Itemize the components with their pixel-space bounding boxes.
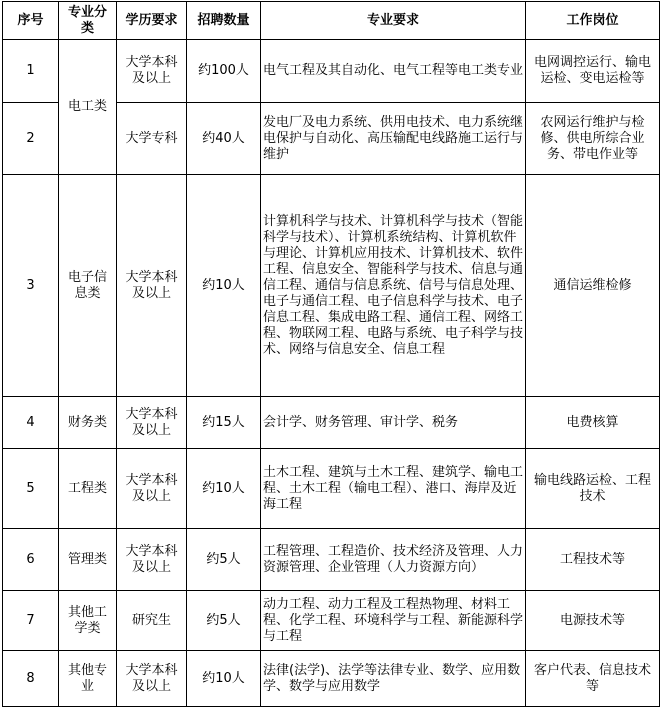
header-count: 招聘数量 xyxy=(187,2,261,40)
header-index: 序号 xyxy=(3,2,59,40)
row-education: 大学本科及以上 xyxy=(117,175,187,397)
row-category: 管理类 xyxy=(59,529,117,591)
row-position: 电源技术等 xyxy=(526,591,660,651)
row-count: 约100人 xyxy=(187,40,261,103)
row-education: 研究生 xyxy=(117,591,187,651)
table-row xyxy=(3,175,660,397)
row-index: 3 xyxy=(3,175,59,397)
header-row xyxy=(3,2,660,40)
row-count: 约15人 xyxy=(187,397,261,449)
row-position: 电费核算 xyxy=(526,397,660,449)
row-education: 大学本科及以上 xyxy=(117,529,187,591)
row-index: 5 xyxy=(3,449,59,529)
row-education: 大学本科及以上 xyxy=(117,651,187,707)
row-position: 输电线路运检、工程技术 xyxy=(526,449,660,529)
table-row xyxy=(3,449,660,529)
row-count: 约5人 xyxy=(187,591,261,651)
row-index: 6 xyxy=(3,529,59,591)
header-category: 专业分类 xyxy=(59,2,117,40)
row-position: 电网调控运行、输电运检、变电运检等 xyxy=(526,40,660,103)
row-count: 约40人 xyxy=(187,103,261,175)
row-major: 法律(法学)、法学等法律专业、数学、应用数学、数学与应用数学 xyxy=(261,651,526,707)
row-index: 4 xyxy=(3,397,59,449)
row-major: 电气工程及其自动化、电气工程等电工类专业 xyxy=(261,40,526,103)
table-row xyxy=(3,40,660,103)
row-index: 7 xyxy=(3,591,59,651)
row-count: 约10人 xyxy=(187,175,261,397)
row-index: 2 xyxy=(3,103,59,175)
row-major: 土木工程、建筑与土木工程、建筑学、输电工程、土木工程（输电工程）、港口、海岸及近海工程 xyxy=(261,449,526,529)
row-count: 约10人 xyxy=(187,651,261,707)
row-category: 其他工学类 xyxy=(59,591,117,651)
category-cell-electronic-info: 电子信息类 xyxy=(59,175,117,397)
header-position: 工作岗位 xyxy=(526,2,660,40)
row-major: 发电厂及电力系统、供用电技术、电力系统继电保护与自动化、高压输配电线路施工运行与维护 xyxy=(261,103,526,175)
table-row xyxy=(3,529,660,591)
row-major: 动力工程、动力工程及工程热物理、材料工程、化学工程、环境科学与工程、新能源科学与工程 xyxy=(261,591,526,651)
row-position: 客户代表、信息技术等 xyxy=(526,651,660,707)
row-position: 农网运行维护与检修、供电所综合业务、带电作业等 xyxy=(526,103,660,175)
header-education: 学历要求 xyxy=(117,2,187,40)
row-count: 约10人 xyxy=(187,449,261,529)
category-cell-electrical: 电工类 xyxy=(59,40,117,175)
row-major: 会计学、财务管理、审计学、税务 xyxy=(261,397,526,449)
table-row xyxy=(3,591,660,651)
row-index: 1 xyxy=(3,40,59,103)
row-count: 约5人 xyxy=(187,529,261,591)
row-education: 大学专科 xyxy=(117,103,187,175)
row-category: 其他专业 xyxy=(59,651,117,707)
recruitment-table xyxy=(2,1,660,707)
row-position: 通信运维检修 xyxy=(526,175,660,397)
row-education: 大学本科及以上 xyxy=(117,397,187,449)
header-major: 专业要求 xyxy=(261,2,526,40)
row-position: 工程技术等 xyxy=(526,529,660,591)
row-education: 大学本科及以上 xyxy=(117,40,187,103)
table-row xyxy=(3,397,660,449)
row-major: 工程管理、工程造价、技术经济及管理、人力资源管理、企业管理（人力资源方向） xyxy=(261,529,526,591)
row-category: 财务类 xyxy=(59,397,117,449)
table-row xyxy=(3,651,660,707)
row-education: 大学本科及以上 xyxy=(117,449,187,529)
row-index: 8 xyxy=(3,651,59,707)
row-category: 工程类 xyxy=(59,449,117,529)
row-major: 计算机科学与技术、计算机科学与技术（智能科学与技术）、计算机系统结构、计算机软件与理论、计算机应用技术、计算机技术、软件工程、信息安全、智能科学与技术、信息与通信工程、通信与信息系统、信号与信息处理、电子与通信工程、电子信息科学与技术、电子信息工程、集成电路工程、通信工程、网络工程、物联网工程、电路与系统、电子科学与技术、网络与信息安全、信息工程 xyxy=(261,175,526,397)
